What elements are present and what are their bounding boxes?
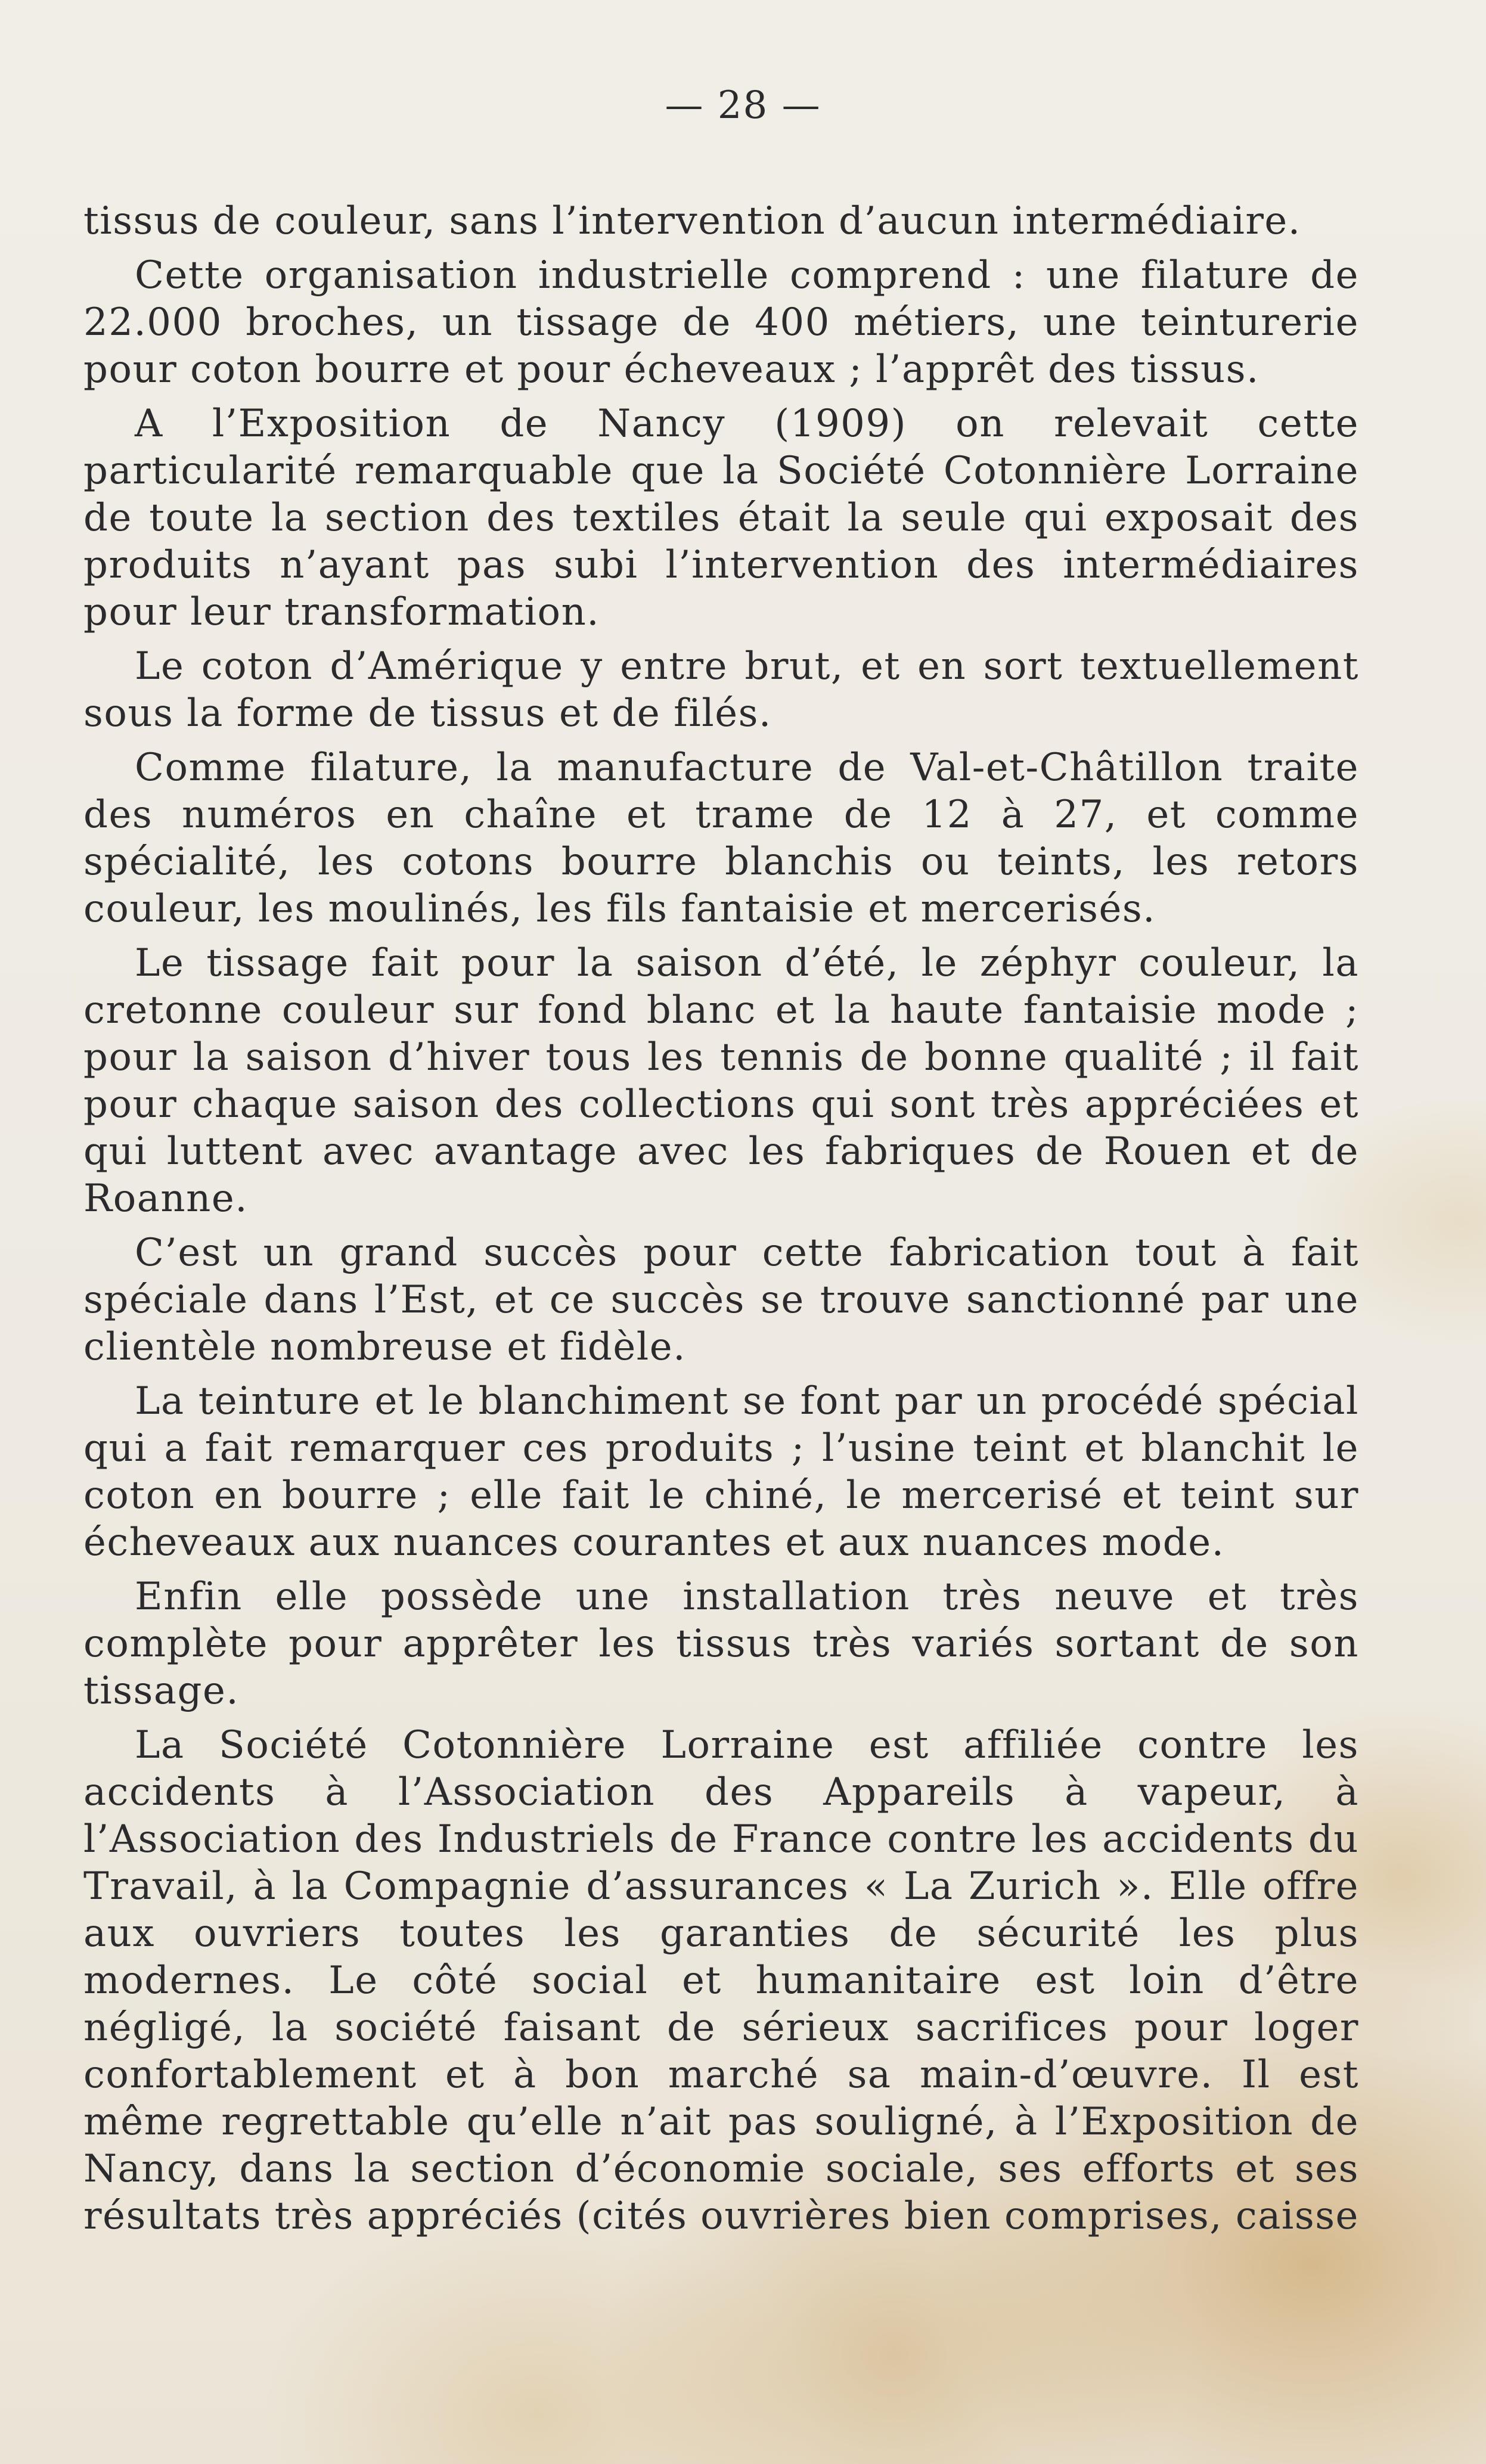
paragraph-tissage: Le tissage fait pour la saison d’été, le zéphyr couleur, la cretonne couleur sur fond blanc et la haute fantaisie mode ; pour la saison d’hiver tous les tennis de bonne qualité ; il fait pour chaque saison des collections qui sont très appréciées et qui luttent avec avantage avec les fabriques de Rouen et de Roanne. (83, 941, 1359, 1221)
paragraph-continuation: tissus de couleur, sans l’intervention d’aucun intermédiaire. (83, 199, 1301, 243)
page-number: — 28 — (665, 83, 821, 128)
paragraph-teinture: La teinture et le blanchiment se font par un procédé spécial qui a fait remarquer ces produits ; l’usine teint et blanchit le coton en bourre ; elle fait le chiné, le mercerisé et teint sur écheveaux aux nuances courantes et aux nuances mode. (83, 1379, 1359, 1565)
paragraph-apprets: Enfin elle possède une installation très neuve et très complète pour apprêter les tissus très variés sortant de son tissage. (83, 1575, 1359, 1713)
body-text (83, 198, 1359, 2247)
paragraph-succes: C’est un grand succès pour cette fabrication tout à fait spéciale dans l’Est, et ce succès se trouve sanctionné par une clientèle nombreuse et fidèle. (83, 1231, 1359, 1369)
paragraph-coton-amerique: Le coton d’Amérique y entre brut, et en sort textuellement sous la forme de tissus et de filés. (83, 644, 1359, 736)
paragraph-filature: Comme filature, la manufacture de Val-et-Châtillon traite des numéros en chaîne et trame de 12 à 27, et comme spécialité, les cotons bourre blanchis ou teints, les retors couleur, les moulinés, les fils fantaisie et mercerisés. (83, 746, 1359, 931)
paragraph-exposition-nancy: A l’Exposition de Nancy (1909) on relevait cette particularité remarquable que la Société Cotonnière Lorraine de toute la section des textiles était la seule qui exposait des produits n’ayant pas subi l’intervention des intermédiaires pour leur transformation. (83, 402, 1359, 634)
paragraph-organisation: Cette organisation industrielle comprend : une filature de 22.000 broches, un tissage de 400 métiers, une teinturerie pour coton bourre et pour écheveaux ; l’apprêt des tissus. (83, 253, 1359, 392)
paragraph-assurances: La Société Cotonnière Lorraine est affiliée contre les accidents à l’Association des Appareils à vapeur, à l’Association des Industriels de France contre les accidents du Travail, à la Compagnie d’assurances « La Zurich ». Elle offre aux ouvriers toutes les garanties de sécurité les plus modernes. Le côté social et humanitaire est loin d’être négligé, la société faisant de sérieux sacrifices pour loger confortablement et à bon marché sa main-d’œuvre. Il est même regrettable qu’elle n’ait pas souligné, à l’Exposition de Nancy, dans la section d’économie sociale, ses efforts et ses résultats très appréciés (cités ouvrières bien comprises, caisse (83, 1723, 1359, 2238)
